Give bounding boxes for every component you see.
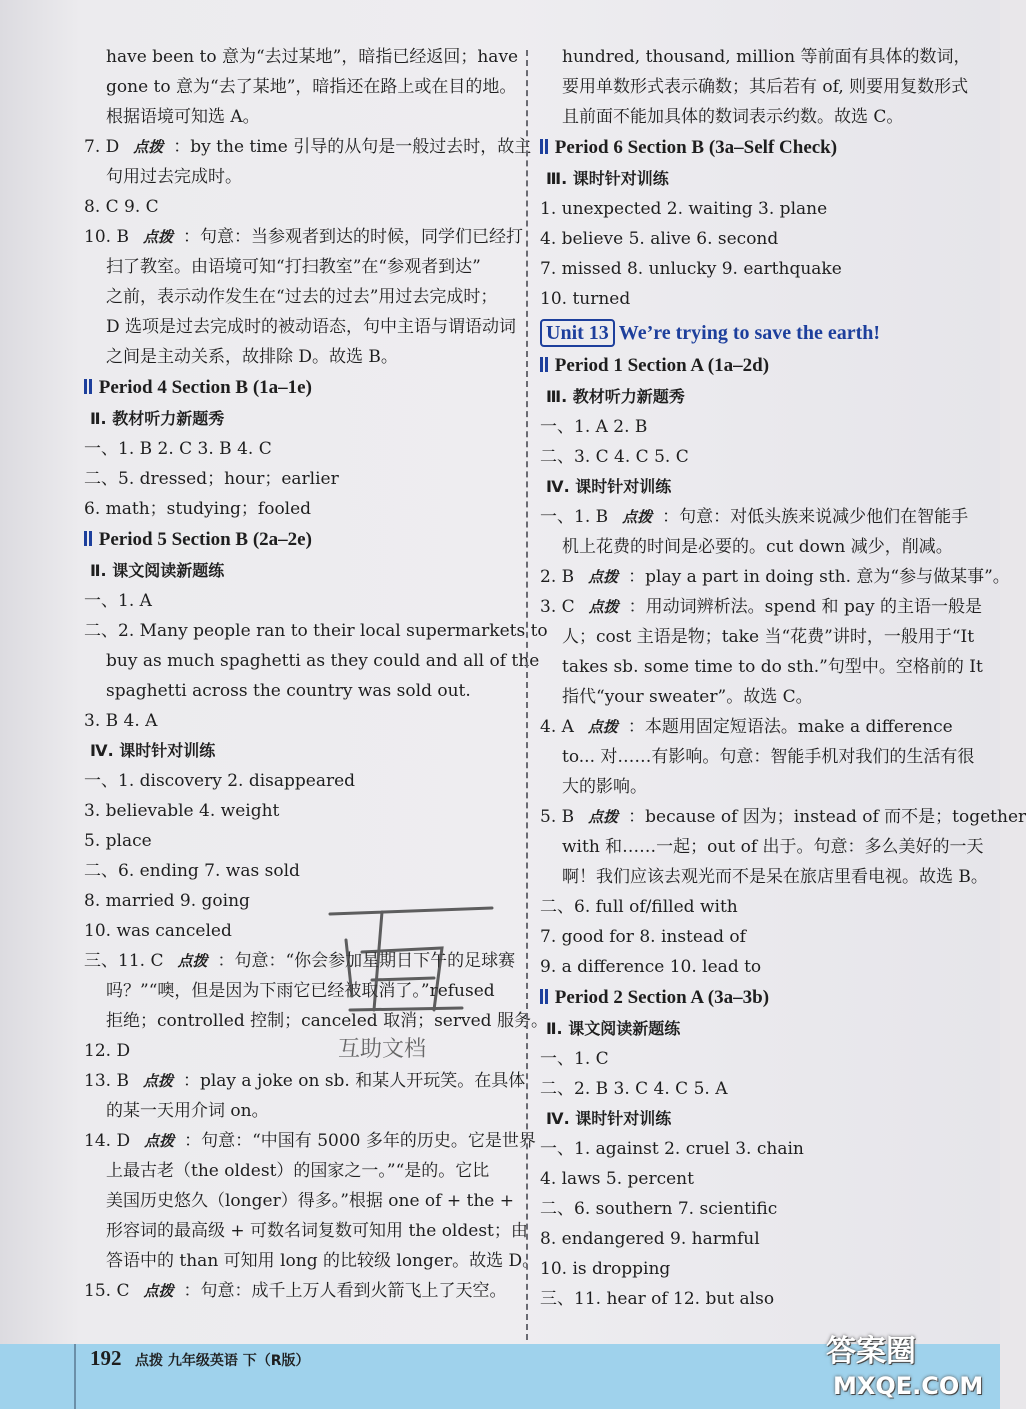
explanation: ：句意：“中国有 5000 多年的历史。它是世界 bbox=[184, 1131, 536, 1151]
answer-item: 1. unexpected 2. waiting 3. plane bbox=[540, 199, 828, 219]
tip-label: 点拨 bbox=[177, 952, 208, 970]
text-line: 答语中的 than 可知用 long 的比较级 longer。故选 D。 bbox=[106, 1251, 540, 1271]
text-line: 人；cost 主语是物；take 当“花费”讲时，一般用于“It bbox=[562, 627, 975, 647]
answer-item: 二、6. ending 7. was sold bbox=[84, 861, 300, 881]
answer-item-1 bbox=[540, 502, 975, 532]
text-line: 且前面不能加具体的数词表示约数。故选 C。 bbox=[562, 107, 904, 127]
explanation: ：play a joke on sb. 和某人开玩笑。在具体 bbox=[182, 1071, 526, 1091]
answer-item: 二、5. dressed；hour；earlier bbox=[84, 469, 339, 489]
answer-item: 4. laws 5. percent bbox=[540, 1169, 694, 1189]
tip-label: 点拨 bbox=[142, 228, 173, 246]
answer-item-13 bbox=[84, 1066, 526, 1096]
unit-title: We’re trying to save the earth! bbox=[618, 322, 881, 344]
text-line: gone to 意为“去了某地”，暗指还在路上或在目的地。 bbox=[106, 77, 517, 97]
answer-item-4 bbox=[540, 712, 975, 742]
tip-label: 点拨 bbox=[144, 1132, 175, 1150]
section-subheading: Ⅲ. 教材听力新题秀 bbox=[546, 387, 685, 406]
answer-item: 8. married 9. going bbox=[84, 891, 250, 911]
answer-number: 三、11. C bbox=[84, 951, 164, 971]
text-line: 啊！我们应该去观光而不是呆在旅店里看电视。故选 B。 bbox=[562, 867, 988, 887]
text-line: takes sb. some time to do sth.”句型中。空格前的 It bbox=[562, 657, 983, 677]
explanation: ：句意：当参观者到达的时候，同学们已经打 bbox=[182, 227, 523, 247]
section-subheading: Ⅳ. 课时针对训练 bbox=[546, 1109, 672, 1128]
tip-label: 点拨 bbox=[143, 1282, 174, 1300]
period-title: Period 2 Section A (3a–3b) bbox=[554, 987, 770, 1008]
right-column bbox=[540, 42, 1026, 1314]
text-line: hundred, thousand, million 等前面有具体的数词， bbox=[562, 47, 971, 67]
answer-item: 4. believe 5. alive 6. second bbox=[540, 229, 779, 249]
section-subheading: Ⅳ. 课时针对训练 bbox=[90, 741, 216, 760]
bar-icon bbox=[545, 357, 548, 372]
explanation: ：because of 因为；instead of 而不是；together bbox=[628, 807, 1026, 827]
text-line: 美国历史悠久（longer）得多。”根据 one of + the + bbox=[106, 1191, 514, 1211]
text-line: with 和……一起；out of 出于。句意：多么美好的一天 bbox=[562, 837, 984, 857]
tip-label: 点拨 bbox=[588, 568, 619, 586]
answer-item-2 bbox=[540, 562, 1010, 592]
tip-label: 点拨 bbox=[142, 1072, 173, 1090]
answer-item: 5. place bbox=[84, 831, 152, 851]
tip-label: 点拨 bbox=[133, 138, 164, 156]
watermark-logo: 答案圈 bbox=[826, 1334, 916, 1369]
bar-icon bbox=[89, 531, 92, 546]
answer-item: 10. turned bbox=[540, 289, 631, 309]
answer-item: 二、6. full of/filled with bbox=[540, 897, 738, 917]
answer-item: 三、11. hear of 12. but also bbox=[540, 1289, 775, 1309]
text-line: 上最古老（the oldest）的国家之一。”“是的。它比 bbox=[106, 1161, 490, 1181]
watermark-url: MXQE.COM bbox=[833, 1372, 984, 1400]
text-line: 之前，表示动作发生在“过去的过去”用过去完成时； bbox=[106, 287, 498, 307]
explanation: ：句意：成千上万人看到火箭飞上了天空。 bbox=[183, 1281, 507, 1301]
answer-item: 8. endangered 9. harmful bbox=[540, 1229, 760, 1249]
text-line: 指代“your sweater”。故选 C。 bbox=[562, 687, 813, 707]
explanation: ：by the time 引导的从句是一般过去时，故主 bbox=[173, 137, 532, 157]
footer-edge bbox=[74, 1344, 76, 1409]
section-subheading: Ⅱ. 课文阅读新题练 bbox=[546, 1019, 681, 1038]
tip-label: 点拨 bbox=[622, 508, 653, 526]
text-line: have been to 意为“去过某地”，暗指已经返回；have bbox=[106, 47, 519, 67]
text-line: buy as much spaghetti as they could and all of the bbox=[106, 651, 540, 671]
tip-label: 点拨 bbox=[588, 808, 619, 826]
answer-number: 15. C bbox=[84, 1281, 130, 1301]
bar-icon bbox=[540, 357, 543, 372]
answer-item: 二、3. C 4. C 5. C bbox=[540, 447, 689, 467]
answer-item: 9. a difference 10. lead to bbox=[540, 957, 762, 977]
page-number: 192 bbox=[90, 1346, 122, 1370]
answer-item: 二、2. Many people ran to their local supermarkets to bbox=[84, 621, 548, 641]
text-line: 扫了教室。由语境可知“打扫教室”在“参观者到达” bbox=[106, 257, 481, 277]
explanation: ：句意：对低头族来说减少他们在智能手 bbox=[662, 507, 969, 527]
text-line: 机上花费的时间是必要的。cut down 减少，削减。 bbox=[562, 537, 953, 557]
answer-item: 一、1. A bbox=[84, 591, 152, 611]
text-line: spaghetti across the country was sold out. bbox=[106, 681, 471, 701]
tip-label: 点拨 bbox=[587, 718, 618, 736]
period-title: Period 5 Section B (2a–2e) bbox=[98, 529, 312, 550]
text-line: 吗？”“噢，但是因为下雨它已经被取消了。”refused bbox=[106, 981, 495, 1001]
answer-item-10 bbox=[84, 222, 523, 252]
text-line: 之间是主动关系，故排除 D。故选 B。 bbox=[106, 347, 398, 367]
answer-item: 二、2. B 3. C 4. C 5. A bbox=[540, 1079, 728, 1099]
book-title: 点拨 九年级英语 下（R版） bbox=[135, 1353, 310, 1369]
period-heading bbox=[540, 132, 975, 164]
text-line: D 选项是过去完成时的被动语态，句中主语与谓语动词 bbox=[106, 317, 517, 337]
answer-number: 7. D bbox=[84, 137, 120, 157]
text-line: 形容词的最高级 + 可数名词复数可知用 the oldest；由 bbox=[106, 1221, 528, 1241]
explanation: ：句意：“你会参加星期日下午的足球赛 bbox=[217, 951, 516, 971]
answer-item: 10. was canceled bbox=[84, 921, 232, 941]
section-subheading: Ⅳ. 课时针对训练 bbox=[546, 477, 672, 496]
explanation: ：play a part in doing sth. 意为“参与做某事”。 bbox=[628, 567, 1010, 587]
answer-number: 4. A bbox=[540, 717, 574, 737]
text-line: 的某一天用介词 on。 bbox=[106, 1101, 269, 1121]
bar-icon bbox=[540, 139, 543, 154]
answer-item: 二、6. southern 7. scientific bbox=[540, 1199, 778, 1219]
period-heading bbox=[540, 350, 975, 382]
bar-icon bbox=[545, 139, 548, 154]
answer-item: 7. good for 8. instead of bbox=[540, 927, 746, 947]
answer-item-7 bbox=[84, 132, 532, 162]
unit-label: Unit 13 bbox=[540, 319, 615, 347]
bar-icon bbox=[545, 989, 548, 1004]
answer-item: 一、1. B 2. C 3. B 4. C bbox=[84, 439, 272, 459]
answer-item: 3. believable 4. weight bbox=[84, 801, 280, 821]
answer-item: 7. missed 8. unlucky 9. earthquake bbox=[540, 259, 842, 279]
answer-item: 3. B 4. A bbox=[84, 711, 158, 731]
section-subheading: Ⅱ. 课文阅读新题练 bbox=[90, 561, 225, 580]
answer-item-5 bbox=[540, 802, 1026, 832]
period-title: Period 4 Section B (1a–1e) bbox=[98, 377, 312, 398]
stamp-text: 互助文档 bbox=[338, 1037, 427, 1062]
text-line: 根据语境可知选 A。 bbox=[106, 107, 260, 127]
period-title: Period 1 Section A (1a–2d) bbox=[554, 355, 770, 376]
answer-item: 12. D bbox=[84, 1041, 131, 1061]
answer-item-3 bbox=[540, 592, 982, 622]
answer-item: 6. math；studying；fooled bbox=[84, 499, 312, 519]
bar-icon bbox=[89, 379, 92, 394]
answer-number: 5. B bbox=[540, 807, 575, 827]
text-line: 要用单数形式表示确数；其后若有 of, 则要用复数形式 bbox=[562, 77, 969, 97]
section-subheading: Ⅲ. 课时针对训练 bbox=[546, 169, 669, 188]
answer-number: 14. D bbox=[84, 1131, 131, 1151]
answer-item: 10. is dropping bbox=[540, 1259, 671, 1279]
answer-number: 一、1. B bbox=[540, 507, 609, 527]
text-line: 拒绝；controlled 控制；canceled 取消；served 服务。 bbox=[106, 1011, 548, 1031]
tip-label: 点拨 bbox=[588, 598, 619, 616]
answer-item: 一、1. C bbox=[540, 1049, 609, 1069]
answer-number: 3. C bbox=[540, 597, 575, 617]
answer-item: 一、1. discovery 2. disappeared bbox=[84, 771, 356, 791]
explanation: ：本题用固定短语法。make a difference bbox=[627, 717, 953, 737]
answer-item: 一、1. A 2. B bbox=[540, 417, 648, 437]
answer-number: 13. B bbox=[84, 1071, 129, 1091]
text-line: 大的影响。 bbox=[562, 777, 647, 797]
bar-icon bbox=[540, 989, 543, 1004]
unit-heading bbox=[540, 316, 975, 350]
period-heading bbox=[84, 524, 514, 556]
column-divider bbox=[526, 50, 528, 1340]
answer-number: 10. B bbox=[84, 227, 129, 247]
left-column bbox=[84, 42, 548, 1306]
answer-item: 8. C 9. C bbox=[84, 197, 159, 217]
answer-item-15 bbox=[84, 1276, 514, 1306]
answer-item-14 bbox=[84, 1126, 536, 1156]
text-line: 句用过去完成时。 bbox=[106, 167, 242, 187]
bar-icon bbox=[84, 531, 87, 546]
bar-icon bbox=[84, 379, 87, 394]
text-line: to... 对……有影响。句意：智能手机对我们的生活有很 bbox=[562, 747, 975, 767]
answer-number: 2. B bbox=[540, 567, 575, 587]
period-title: Period 6 Section B (3a–Self Check) bbox=[554, 137, 838, 158]
period-heading bbox=[540, 982, 975, 1014]
answer-item: 一、1. against 2. cruel 3. chain bbox=[540, 1139, 804, 1159]
explanation: ：用动词辨析法。spend 和 pay 的主语一般是 bbox=[628, 597, 982, 617]
section-subheading: Ⅱ. 教材听力新题秀 bbox=[90, 409, 225, 428]
period-heading bbox=[84, 372, 514, 404]
